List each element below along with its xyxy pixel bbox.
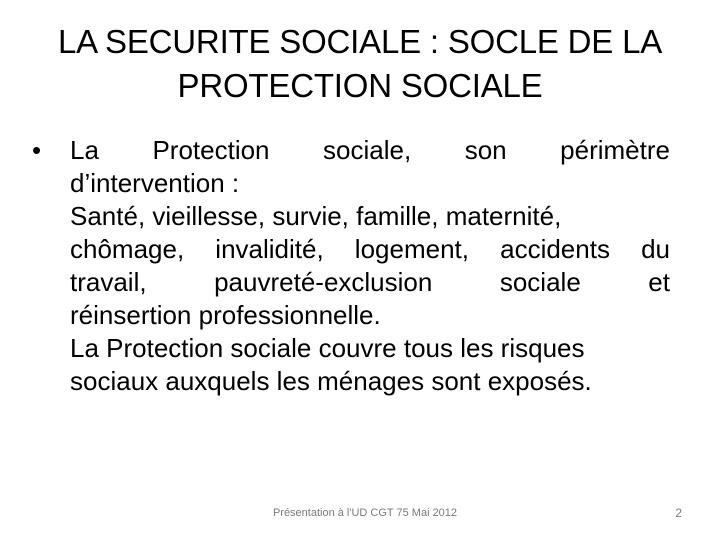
slide-body bbox=[30, 134, 670, 398]
body-line-2: d’intervention : bbox=[70, 168, 240, 198]
slide-footer: Présentation à l'UD CGT 75 Mai 2012 bbox=[272, 507, 458, 519]
body-line-6: réinsertion professionnelle. bbox=[70, 300, 381, 330]
body-line-3: Santé, vieillesse, survie, famille, maternité, bbox=[70, 201, 562, 231]
body-line-1: La Protection sociale, son périmètre bbox=[70, 135, 670, 165]
body-line-5: travail, pauvreté-exclusion sociale et bbox=[70, 267, 670, 297]
bullet-item bbox=[30, 134, 670, 398]
slide-title-line-2: PROTECTION SOCIALE bbox=[177, 67, 543, 104]
slide-title-line-1: LA SECURITE SOCIALE : SOCLE DE LA bbox=[57, 23, 663, 60]
page-number: 2 bbox=[675, 506, 682, 520]
bullet-icon: • bbox=[32, 135, 42, 165]
slide-title bbox=[40, 20, 680, 108]
body-line-8: sociaux auxquels les ménages sont exposés. bbox=[70, 366, 592, 396]
body-line-7: La Protection sociale couvre tous les risques bbox=[70, 333, 585, 363]
body-line-4: chômage, invalidité, logement, accidents du bbox=[70, 234, 670, 264]
